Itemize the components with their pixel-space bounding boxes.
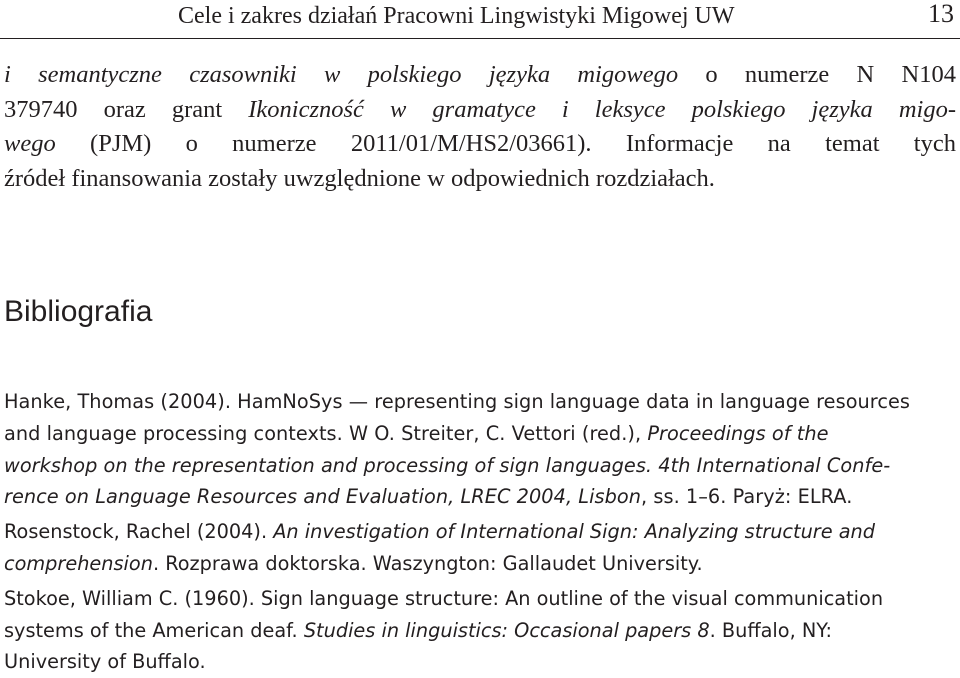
paragraph-italic: Ikoniczność w gramatyce i leksyce polskiego języka migo- [248, 95, 957, 123]
paragraph-text: 379740 oraz grant [4, 95, 249, 123]
bibliography-list [4, 386, 954, 678]
paragraph-line [4, 93, 956, 128]
paragraph-text: o numerze N N104 [678, 61, 956, 88]
entry-line [4, 481, 954, 513]
entry-line [4, 548, 954, 580]
entry-line [4, 615, 954, 647]
paragraph-italic: i semantyczne czasowniki w polskiego języka migowego [4, 61, 679, 88]
bibliography-entry [4, 516, 954, 580]
entry-text: and language processing contexts. W O. Streiter, C. Vettori (red.), [4, 421, 648, 445]
paragraph-line [4, 162, 956, 197]
entry-line: University of Buffalo. [4, 650, 206, 674]
entry-italic: Studies in linguistics: Occasional papers 8 [303, 618, 710, 642]
page-number: 13 [928, 0, 954, 28]
paragraph-italic: wego [4, 130, 56, 157]
entry-italic: Proceedings of the [647, 421, 829, 445]
running-header [0, 0, 960, 39]
entry-italic: workshop on the representation and processing of sign languages. 4th International Confe- [4, 453, 891, 477]
section-heading: Bibliografia [4, 295, 153, 328]
entry-text: . Buffalo, NY: [709, 618, 832, 642]
entry-italic: comprehension [4, 551, 153, 575]
entry-line: Stokoe, William C. (1960). Sign language structure: An outline of the visual communication [4, 586, 884, 610]
entry-line [4, 516, 954, 548]
entry-text: , ss. 1–6. Paryż: ELRA. [641, 485, 853, 509]
running-title: Cele i zakres działań Pracowni Lingwistyki Migowej UW [178, 3, 735, 29]
bibliography-entry [4, 583, 954, 678]
paragraph-line [4, 58, 956, 93]
paragraph-text: (PJM) o numerze 2011/01/M/HS2/03661). Informacje na temat tych [55, 130, 956, 157]
entry-line [4, 450, 954, 482]
entry-text: . Rozprawa doktorska. Waszyngton: Gallaudet University. [152, 551, 703, 575]
entry-italic: rence on Language Resources and Evaluation, LREC 2004, Lisbon [4, 485, 642, 509]
entry-line: Hanke, Thomas (2004). HamNoSys — representing sign language data in language resources [4, 390, 911, 413]
entry-italic: An investigation of International Sign: Analyzing structure and [273, 520, 875, 544]
entry-line [4, 418, 954, 450]
paragraph-line [4, 127, 956, 162]
bibliography-entry [4, 386, 954, 513]
entry-text: Rosenstock, Rachel (2004). [4, 520, 274, 544]
entry-text: systems of the American deaf. [4, 618, 304, 642]
body-paragraph [4, 58, 956, 196]
paragraph-text: źródeł finansowania zostały uwzględnione w odpowiednich rozdziałach. [4, 164, 715, 192]
